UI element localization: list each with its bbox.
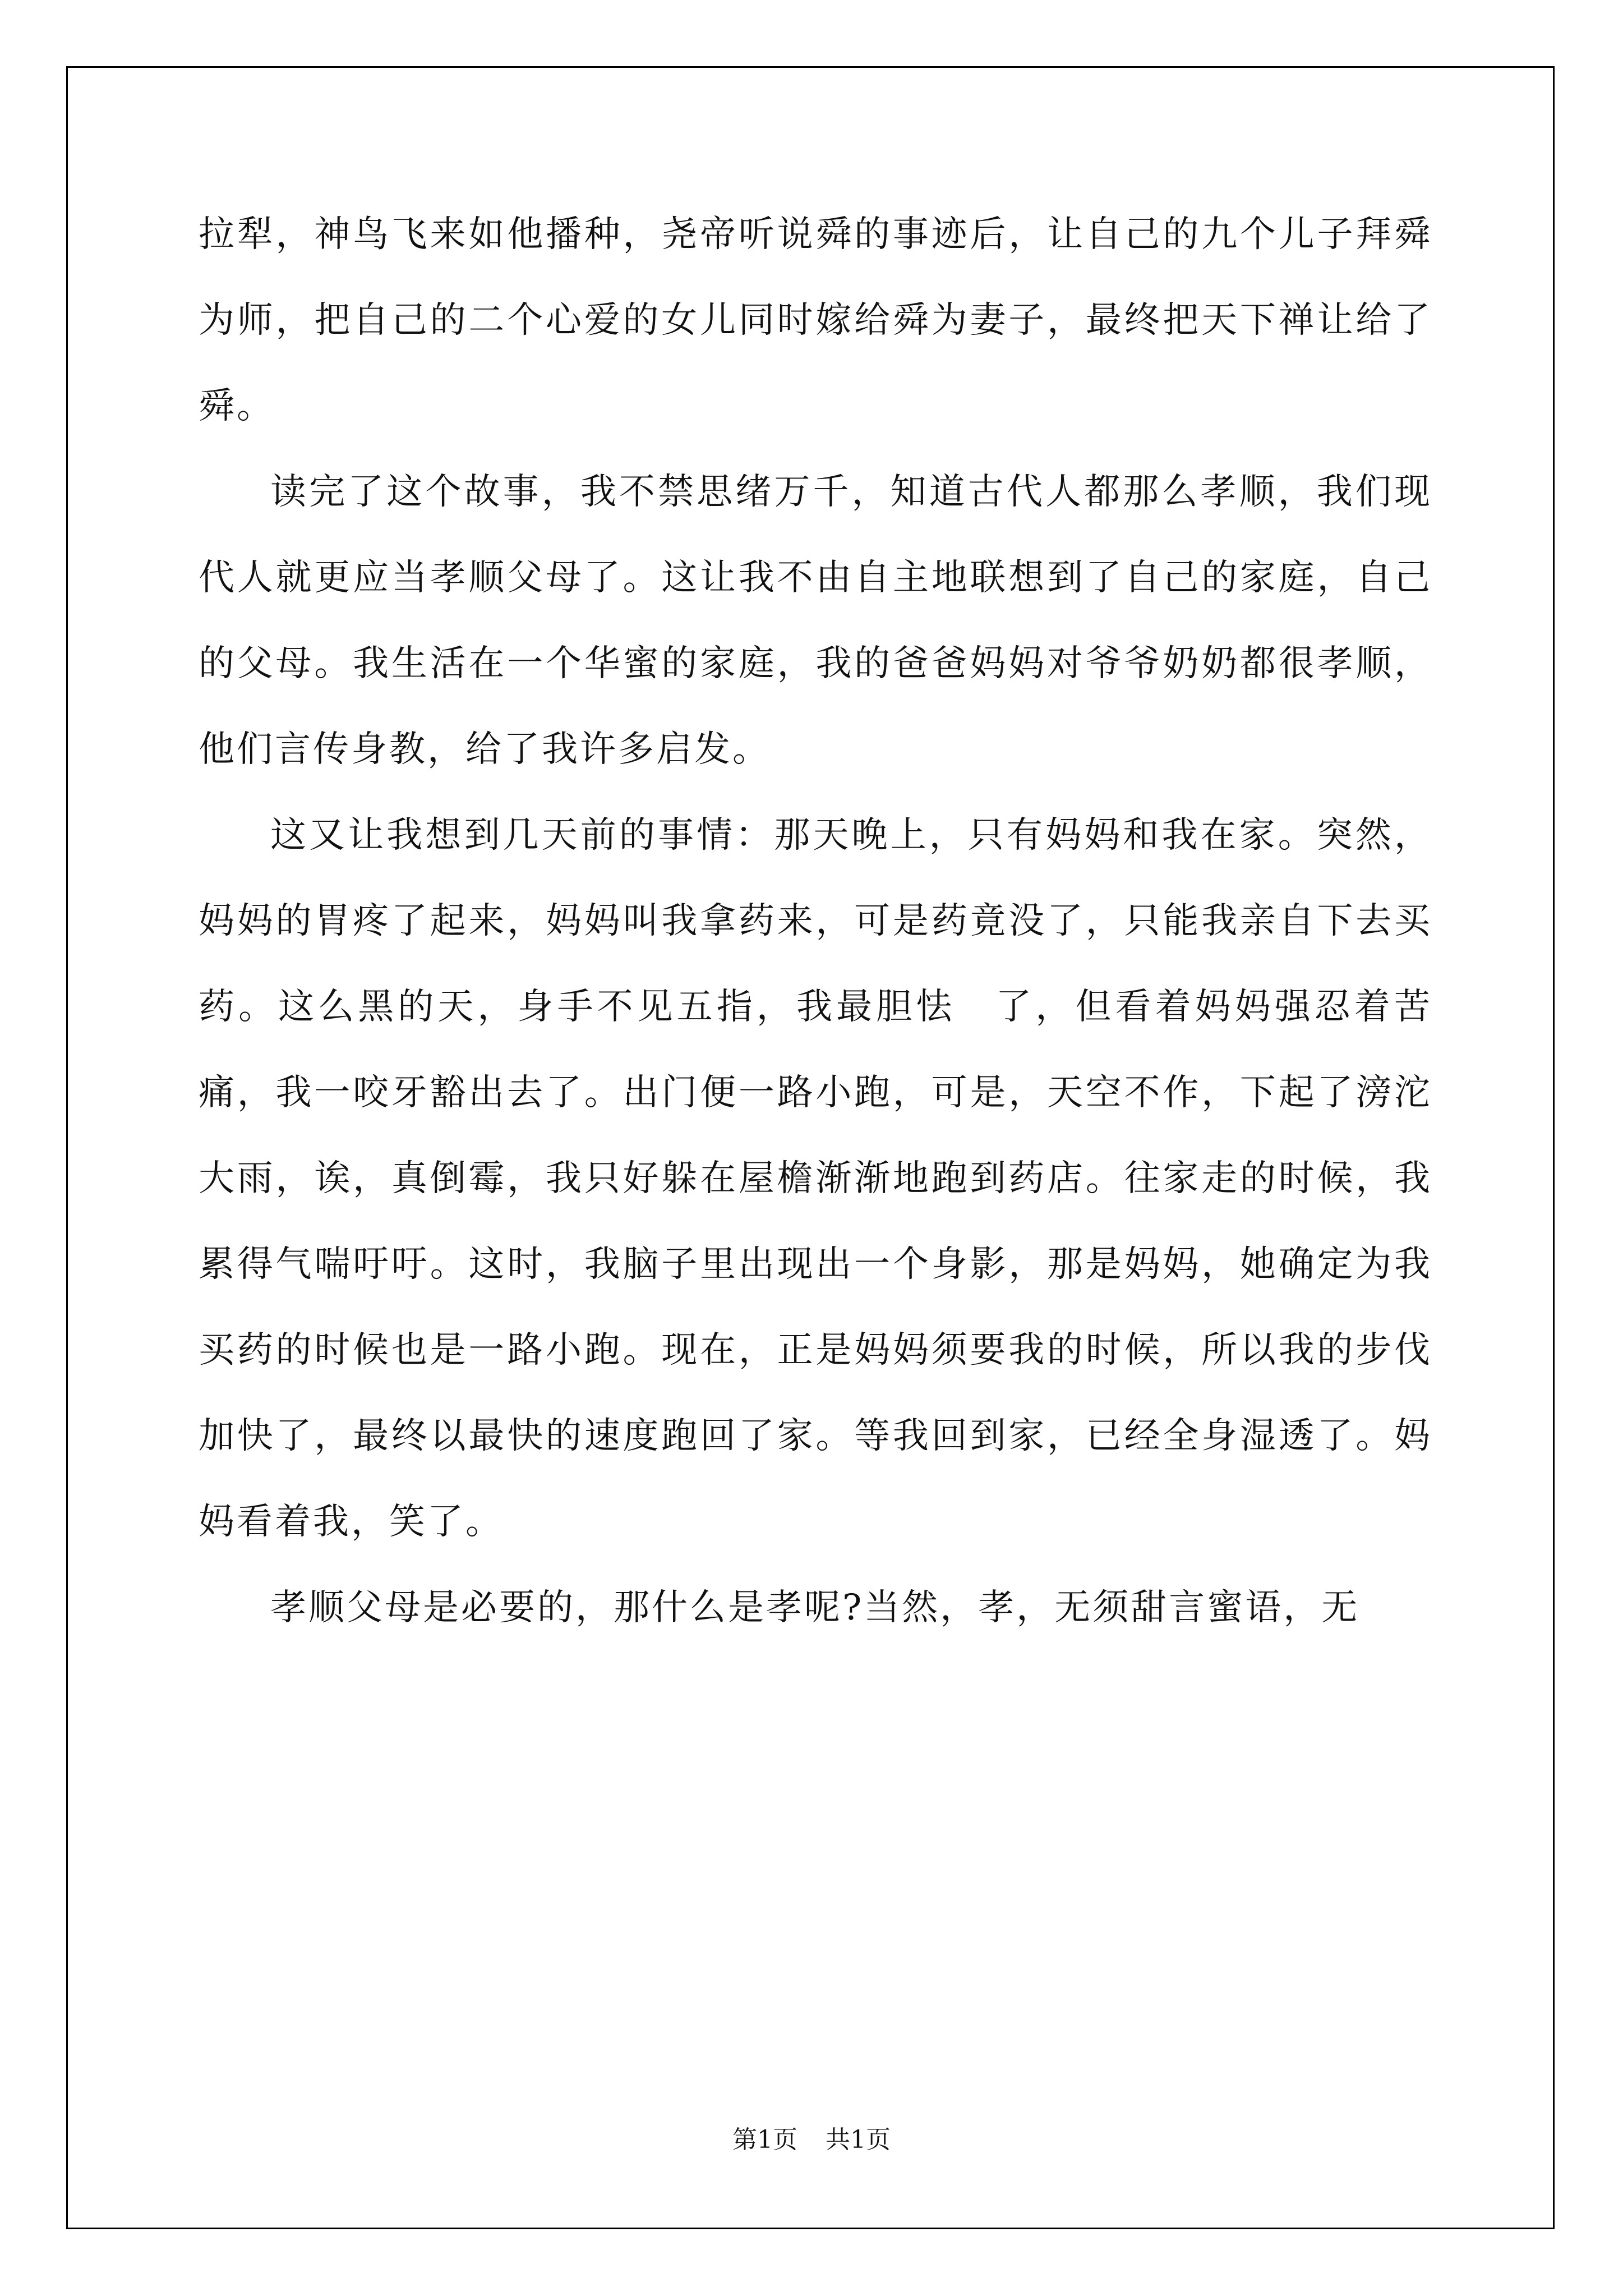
paragraph-2: 读完了这个故事，我不禁思绪万千，知道古代人都那么孝顺，我们现代人就更应当孝顺父母了。这让我不由自主地联想到了自己的家庭，自己的父母。我生活在一个华蜜的家庭，我的爸爸妈妈对爷爷奶奶都很孝顺，他们言传身教，给了我许多启发。 bbox=[199, 471, 1432, 770]
paragraph-3: 这又让我想到几天前的事情：那天晚上，只有妈妈和我在家。突然，妈妈的胃疼了起来，妈妈叫我拿药来，可是药竟没了，只能我亲自下去买药。这么黑的天，身手不见五指，我最胆怯 了，但看着妈妈强忍着苦痛，我一咬牙豁出去了。出门便一路小跑，可是，天空不作，下起了滂沱大雨，诶，真倒霉，我只好躲在屋檐渐渐地跑到药店。往家走的时候，我累得气喘吁吁。这时，我脑子里出现出一个身影，那是妈妈，她确定为我买药的时候也是一路小跑。现在，正是妈妈须要我的时候，所以我的步伐加快了，最终以最快的速度跑回了家。等我回到家，已经全身湿透了。妈妈看着我，笑了。 bbox=[199, 815, 1432, 1543]
page-total: 共1页 bbox=[826, 2125, 891, 2154]
page-footer bbox=[0, 2123, 1623, 2157]
paragraph-4: 孝顺父母是必要的，那什么是孝呢?当然，孝，无须甜言蜜语，无 bbox=[270, 1587, 1360, 1628]
page-number: 第1页 bbox=[732, 2125, 797, 2154]
paragraph-1: 拉犁，神鸟飞来如他播种，尧帝听说舜的事迹后，让自己的九个儿子拜舜为师，把自己的二个心爱的女儿同时嫁给舜为妻子，最终把天下禅让给了舜。 bbox=[199, 214, 1432, 427]
document-body bbox=[199, 192, 1432, 1651]
